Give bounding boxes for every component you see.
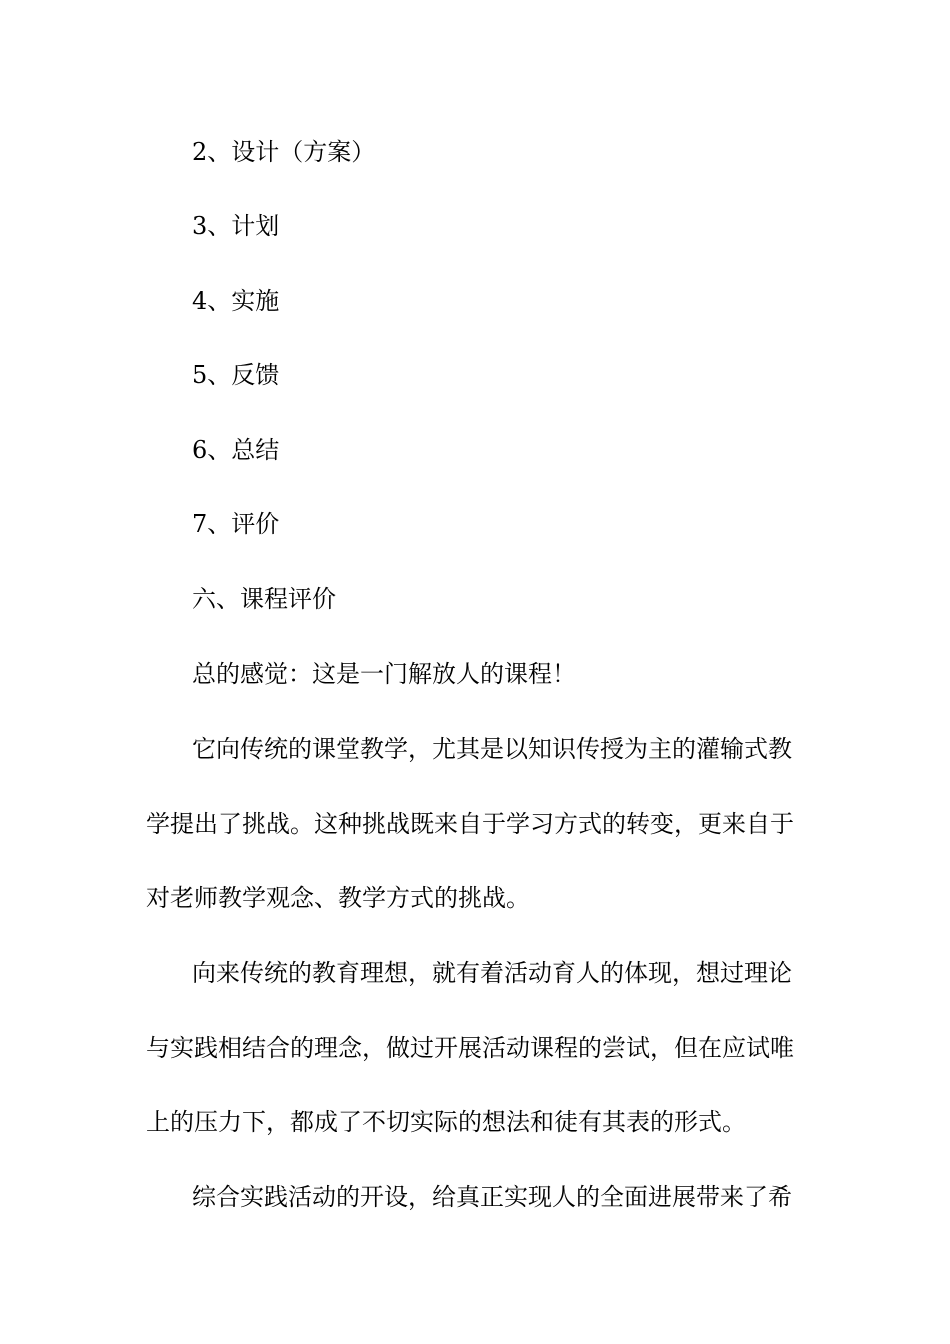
section-heading: 六、课程评价: [192, 585, 336, 613]
list-item-design: 2、设计（方案）: [192, 138, 376, 166]
list-item-summary: 6、总结: [192, 436, 280, 464]
list-item-feedback: 5、反馈: [192, 361, 280, 389]
paragraph-2-line-2: 学提出了挑战。这种挑战既来自于学习方式的转变，更来自于: [146, 810, 794, 838]
list-item-plan: 3、计划: [192, 212, 280, 240]
paragraph-3-line-1: 向来传统的教育理想，就有着活动育人的体现，想过理论: [192, 959, 792, 987]
paragraph-3-line-3: 上的压力下，都成了不切实际的想法和徒有其表的形式。: [146, 1108, 746, 1136]
list-item-evaluation: 7、评价: [192, 510, 280, 538]
paragraph-3-line-2: 与实践相结合的理念，做过开展活动课程的尝试，但在应试唯: [146, 1034, 794, 1062]
paragraph-overall-feeling: 总的感觉：这是一门解放人的课程！: [192, 660, 576, 688]
list-item-implement: 4、实施: [192, 287, 280, 315]
paragraph-4-line-1: 综合实践活动的开设，给真正实现人的全面进展带来了希: [192, 1183, 792, 1211]
paragraph-2-line-1: 它向传统的课堂教学，尤其是以知识传授为主的灌输式教: [192, 735, 792, 763]
paragraph-2-line-3: 对老师教学观念、教学方式的挑战。: [146, 884, 530, 912]
